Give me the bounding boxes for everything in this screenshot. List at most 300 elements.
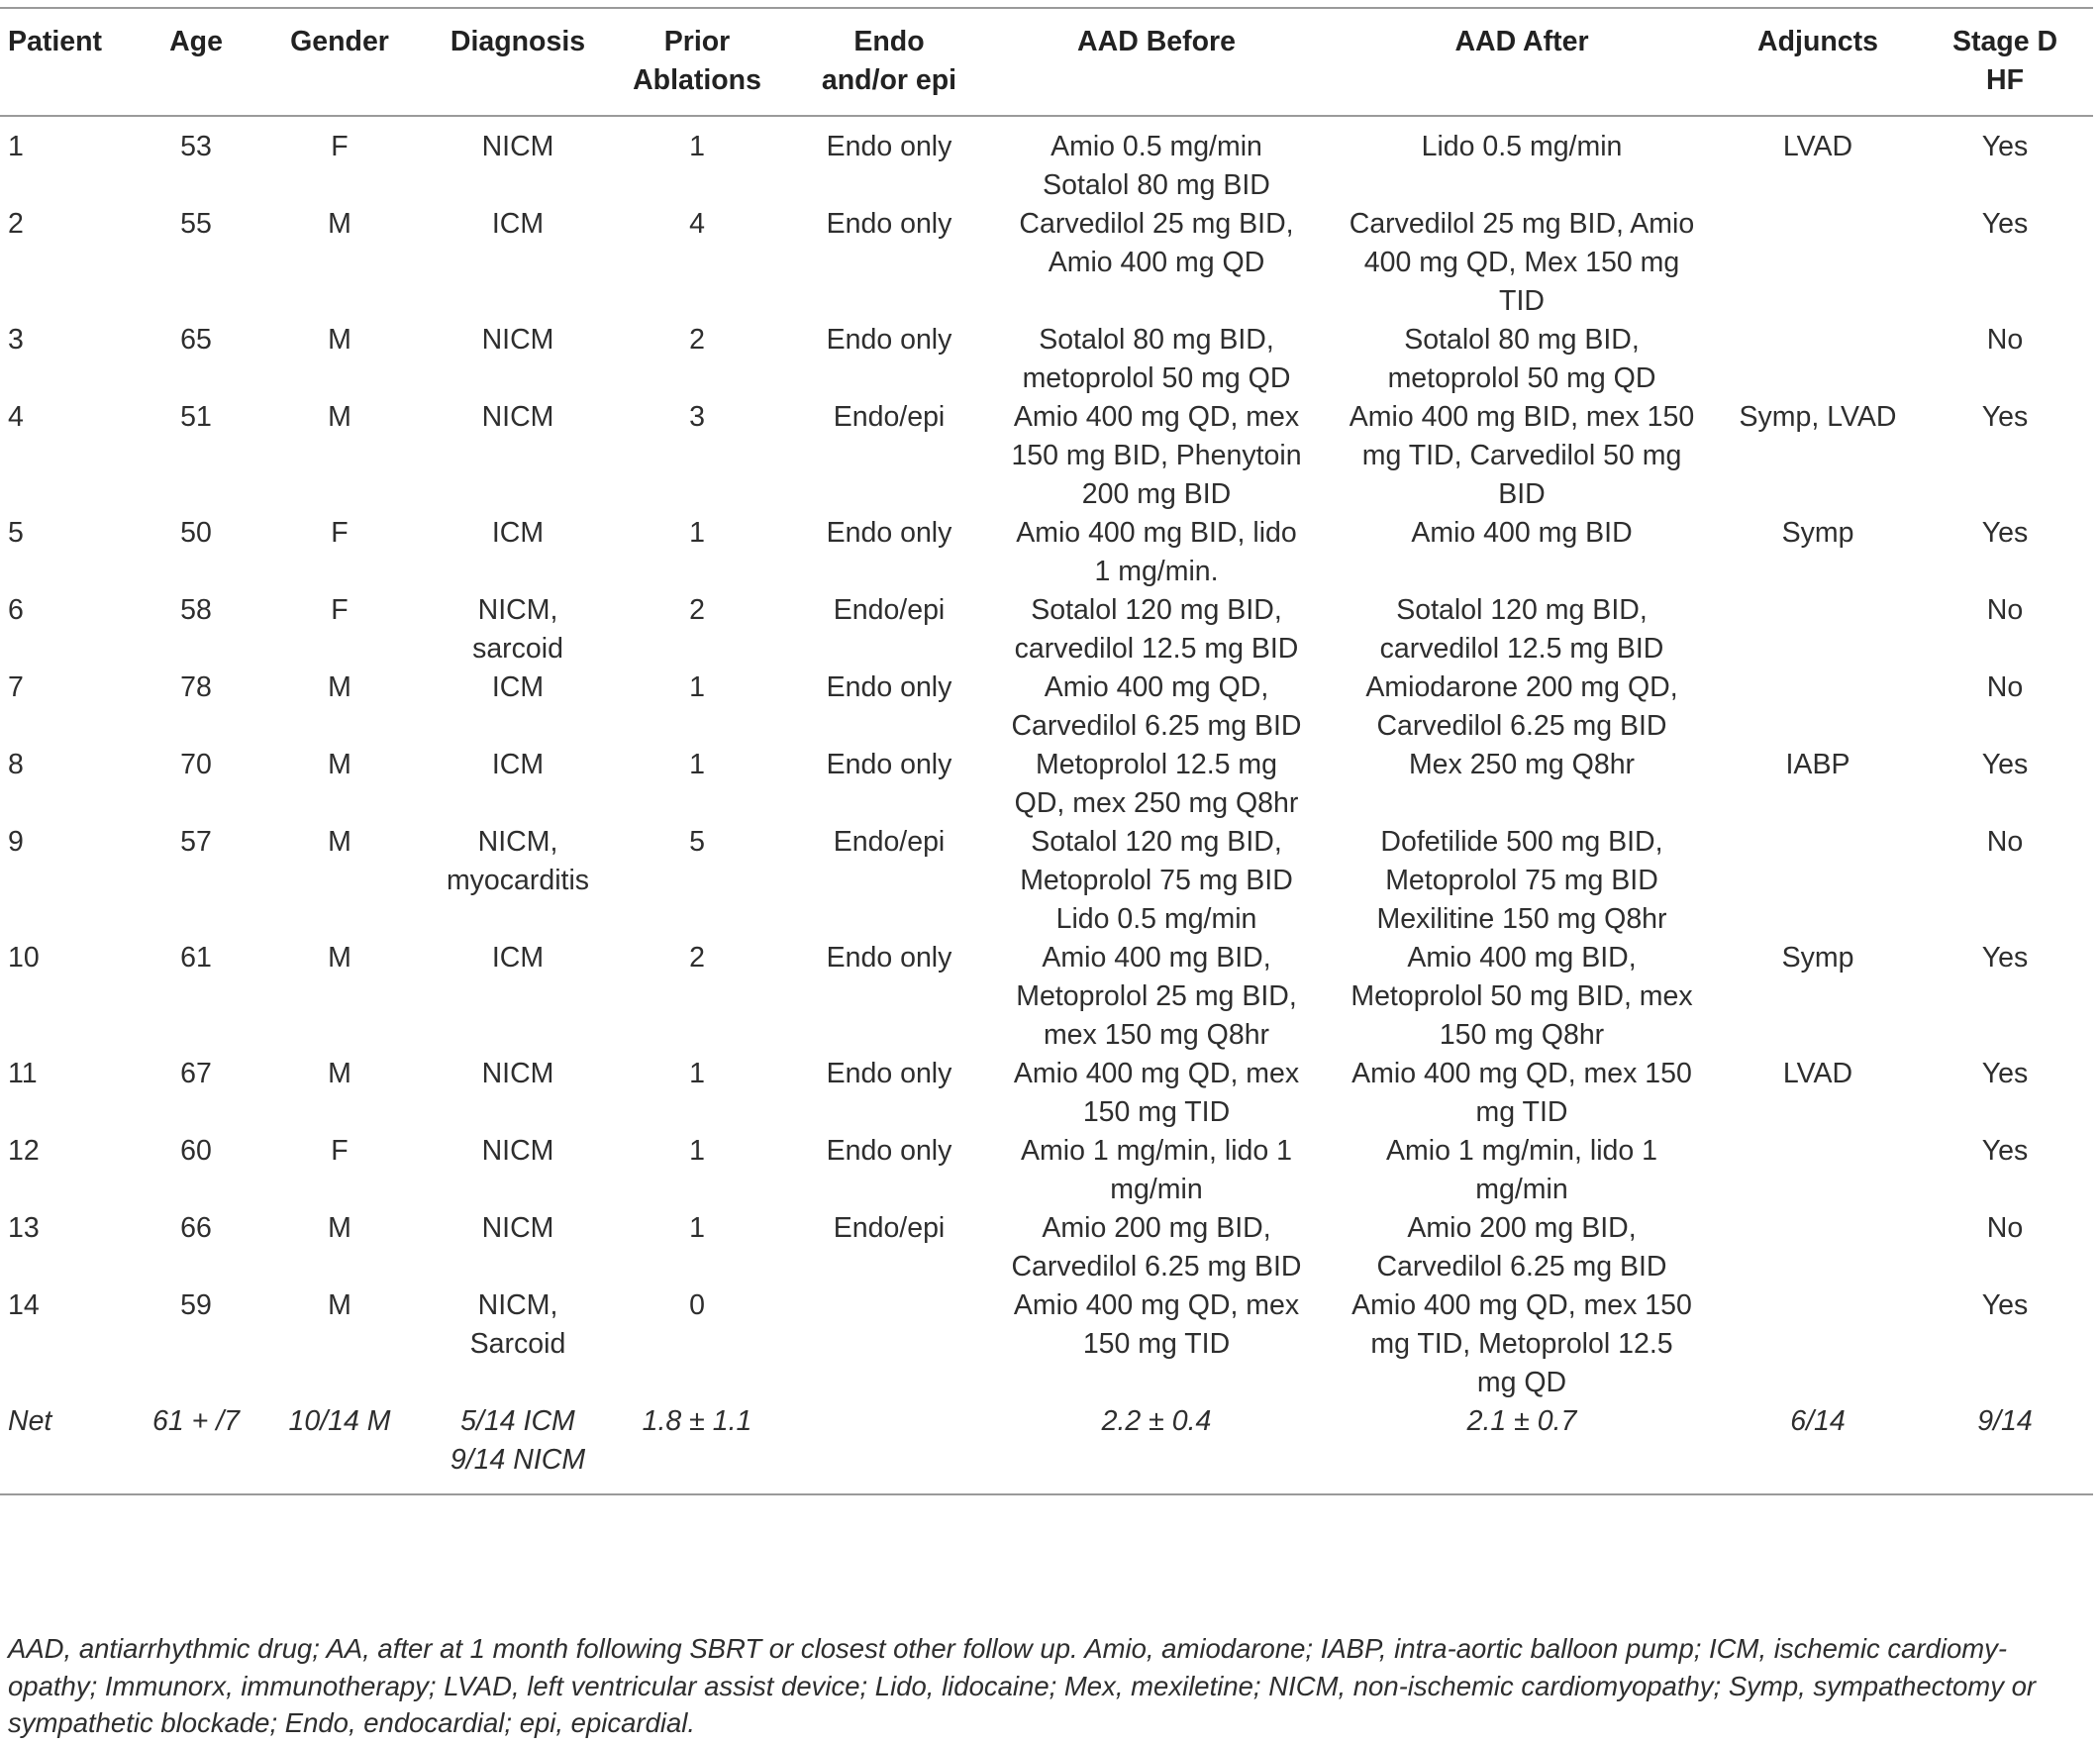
header-gender — [248, 8, 432, 116]
header-aad-after — [1325, 8, 1719, 116]
cell-text: Mex 250 mg Q8hr — [1408, 749, 1636, 780]
cell-text: M — [328, 942, 351, 974]
header-stage-d-hf — [1917, 8, 2093, 116]
cell-aad-after — [1325, 1286, 1719, 1402]
cell-text: 2 — [689, 942, 705, 974]
cell-text: No — [1986, 594, 2024, 626]
cell-text: 9 — [8, 826, 24, 858]
cell-prior-ablations — [604, 591, 790, 668]
cell-aad-before — [988, 746, 1325, 823]
cell-text: Amio 0.5 mg/min — [1050, 131, 1262, 162]
cell-text: Amio 200 mg BID, — [1042, 1212, 1271, 1244]
cell-text: 5 — [689, 826, 705, 858]
cell-text: 5 — [8, 517, 24, 549]
cell-text: Amio 400 mg BID, mex 150 — [1349, 401, 1695, 433]
cell-text: F — [331, 131, 349, 162]
cell-stage-d-hf — [1917, 1132, 2093, 1209]
cell-text: Lido 0.5 mg/min — [1421, 131, 1623, 162]
cell-patient — [0, 746, 145, 823]
cell-text: Endo only — [826, 942, 952, 974]
cell-age — [145, 205, 248, 321]
cell-endo-epi — [790, 668, 988, 746]
cell-text: Sotalol 80 mg BID, — [1404, 324, 1640, 356]
cell-text: Yes — [1981, 1058, 2029, 1089]
cell-text: 1.8 ± 1.1 — [642, 1405, 752, 1437]
cell-gender — [248, 1286, 432, 1402]
cell-age — [145, 1209, 248, 1286]
cell-diagnosis — [432, 1402, 604, 1494]
cell-text: Amio 400 mg QD — [1048, 247, 1265, 278]
cell-aad-before — [988, 1132, 1325, 1209]
cell-text: Endo only — [826, 517, 952, 549]
cell-adjuncts — [1719, 1209, 1917, 1286]
cell-text: Net — [8, 1405, 52, 1437]
cell-text: mg TID, Metoprolol 12.5 — [1370, 1328, 1673, 1360]
cell-adjuncts — [1719, 823, 1917, 939]
cell-text: LVAD — [1782, 131, 1853, 162]
cell-text: ICM — [491, 671, 545, 703]
cell-text: No — [1986, 826, 2024, 858]
cell-text: ICM — [491, 942, 545, 974]
cell-text: Yes — [1981, 942, 2029, 974]
header-row — [0, 8, 2093, 116]
table-row — [0, 746, 2093, 823]
header-patient — [0, 8, 145, 116]
cell-stage-d-hf — [1917, 1402, 2093, 1494]
cell-text: Amio 200 mg BID, — [1407, 1212, 1637, 1244]
cell-text: Amio 400 mg QD, mex 150 — [1351, 1058, 1692, 1089]
header-text: Gender — [290, 26, 389, 57]
cell-aad-after — [1325, 398, 1719, 514]
cell-prior-ablations — [604, 205, 790, 321]
cell-text: Yes — [1981, 1289, 2029, 1321]
table-row — [0, 514, 2093, 591]
cell-adjuncts — [1719, 116, 1917, 205]
cell-text: 0 — [689, 1289, 705, 1321]
cell-prior-ablations — [604, 939, 790, 1055]
cell-text: mg/min — [1475, 1174, 1568, 1205]
cell-adjuncts — [1719, 321, 1917, 398]
cell-aad-before — [988, 1055, 1325, 1132]
cell-text: 7 — [8, 671, 24, 703]
cell-text: 150 mg TID — [1082, 1096, 1231, 1128]
cell-aad-after — [1325, 1209, 1719, 1286]
cell-text: Yes — [1981, 1135, 2029, 1167]
cell-aad-before — [988, 668, 1325, 746]
cell-endo-epi — [790, 321, 988, 398]
cell-text: Yes — [1981, 749, 2029, 780]
cell-text: Sotalol 80 mg BID, — [1039, 324, 1274, 356]
cell-text: Endo/epi — [833, 401, 946, 433]
cell-patient — [0, 116, 145, 205]
cell-text: ICM — [491, 749, 545, 780]
cell-adjuncts — [1719, 668, 1917, 746]
cell-prior-ablations — [604, 321, 790, 398]
cell-text: Metoprolol 50 mg BID, mex — [1350, 980, 1693, 1012]
cell-stage-d-hf — [1917, 1286, 2093, 1402]
cell-diagnosis — [432, 1209, 604, 1286]
cell-text: 1 mg/min. — [1094, 556, 1219, 587]
cell-prior-ablations — [604, 1055, 790, 1132]
cell-text: Endo only — [826, 1135, 952, 1167]
cell-gender — [248, 591, 432, 668]
cell-text: 13 — [8, 1212, 40, 1244]
table-row — [0, 205, 2093, 321]
cell-text: Endo only — [826, 324, 952, 356]
table-row — [0, 668, 2093, 746]
cell-patient — [0, 939, 145, 1055]
cell-aad-after — [1325, 514, 1719, 591]
cell-text: Yes — [1981, 208, 2029, 240]
cell-text: Yes — [1981, 131, 2029, 162]
cell-text: NICM, — [477, 826, 558, 858]
cell-text: 1 — [689, 517, 705, 549]
cell-text: mg TID — [1475, 1096, 1568, 1128]
cell-text: Amio 400 mg BID, — [1042, 942, 1271, 974]
cell-age — [145, 1402, 248, 1494]
cell-prior-ablations — [604, 1402, 790, 1494]
cell-text: NICM, — [477, 594, 558, 626]
cell-gender — [248, 1055, 432, 1132]
cell-patient — [0, 1055, 145, 1132]
cell-aad-after — [1325, 939, 1719, 1055]
header-text: Ablations — [633, 64, 761, 96]
cell-text: M — [328, 1289, 351, 1321]
cell-aad-after — [1325, 1055, 1719, 1132]
cell-text: mg/min — [1110, 1174, 1203, 1205]
cell-text: Metoprolol 25 mg BID, — [1016, 980, 1297, 1012]
cell-patient — [0, 1402, 145, 1494]
cell-aad-before — [988, 116, 1325, 205]
cell-text: Symp, LVAD — [1739, 401, 1897, 433]
patient-table — [0, 7, 2093, 1495]
cell-aad-before — [988, 205, 1325, 321]
cell-endo-epi — [790, 116, 988, 205]
cell-patient — [0, 591, 145, 668]
cell-patient — [0, 398, 145, 514]
cell-aad-after — [1325, 1132, 1719, 1209]
cell-text: ICM — [491, 517, 545, 549]
cell-text: Yes — [1981, 517, 2029, 549]
cell-gender — [248, 1132, 432, 1209]
cell-text: 10/14 M — [288, 1405, 391, 1437]
cell-text: F — [331, 517, 349, 549]
cell-text: NICM — [481, 1212, 554, 1244]
header-age — [145, 8, 248, 116]
cell-adjuncts — [1719, 939, 1917, 1055]
cell-text: Amiodarone 200 mg QD, — [1365, 671, 1678, 703]
cell-adjuncts — [1719, 398, 1917, 514]
cell-gender — [248, 514, 432, 591]
cell-diagnosis — [432, 1055, 604, 1132]
table-row — [0, 398, 2093, 514]
footnote-line: opathy; Immunorx, immunotherapy; LVAD, left ventricular assist device; Lido, lidocaine; Mex, mexiletine; NICM, non-ischemic cardiomyopathy; Symp, sympathectomy or — [8, 1670, 2037, 1701]
cell-text: M — [328, 826, 351, 858]
cell-stage-d-hf — [1917, 1055, 2093, 1132]
cell-age — [145, 1055, 248, 1132]
cell-patient — [0, 668, 145, 746]
cell-patient — [0, 514, 145, 591]
cell-text: Amio 400 mg BID, lido — [1016, 517, 1297, 549]
cell-prior-ablations — [604, 668, 790, 746]
header-text: Adjuncts — [1757, 26, 1878, 57]
cell-prior-ablations — [604, 823, 790, 939]
cell-diagnosis — [432, 668, 604, 746]
cell-text: BID — [1498, 478, 1546, 510]
cell-gender — [248, 321, 432, 398]
cell-text: 150 mg TID — [1082, 1328, 1231, 1360]
cell-text: NICM — [481, 1058, 554, 1089]
cell-text: 11 — [8, 1058, 38, 1089]
cell-text: Amio 400 mg QD, mex — [1013, 1058, 1300, 1089]
cell-stage-d-hf — [1917, 205, 2093, 321]
cell-text: NICM — [481, 131, 554, 162]
cell-stage-d-hf — [1917, 939, 2093, 1055]
cell-text: Lido 0.5 mg/min — [1055, 903, 1257, 935]
cell-text: 57 — [180, 826, 212, 858]
header-text: HF — [1986, 64, 2024, 96]
header-text: and/or epi — [821, 64, 957, 96]
cell-text: Endo only — [826, 131, 952, 162]
cell-aad-after — [1325, 668, 1719, 746]
cell-text: TID — [1499, 285, 1545, 317]
cell-diagnosis — [432, 939, 604, 1055]
cell-text: 1 — [689, 671, 705, 703]
cell-text: Carvedilol 6.25 mg BID — [1011, 1251, 1302, 1283]
cell-text: M — [328, 1058, 351, 1089]
cell-text: Metoprolol 75 mg BID — [1020, 865, 1293, 896]
cell-text: Yes — [1981, 401, 2029, 433]
header-text: Patient — [8, 26, 103, 57]
cell-text: Endo only — [826, 749, 952, 780]
cell-endo-epi — [790, 823, 988, 939]
cell-age — [145, 398, 248, 514]
cell-text: 12 — [8, 1135, 40, 1167]
cell-adjuncts — [1719, 205, 1917, 321]
cell-text: 8 — [8, 749, 24, 780]
cell-age — [145, 591, 248, 668]
cell-text: carvedilol 12.5 mg BID — [1014, 633, 1299, 665]
cell-text: Amio 400 mg QD, mex — [1013, 1289, 1300, 1321]
cell-age — [145, 823, 248, 939]
cell-text: 4 — [689, 208, 705, 240]
cell-text: M — [328, 671, 351, 703]
cell-text: 1 — [8, 131, 24, 162]
cell-gender — [248, 668, 432, 746]
cell-age — [145, 1132, 248, 1209]
cell-text: 4 — [8, 401, 24, 433]
cell-endo-epi — [790, 591, 988, 668]
cell-diagnosis — [432, 398, 604, 514]
cell-text: 59 — [180, 1289, 212, 1321]
cell-prior-ablations — [604, 514, 790, 591]
cell-text: NICM — [481, 1135, 554, 1167]
cell-stage-d-hf — [1917, 1209, 2093, 1286]
cell-text: 5/14 ICM — [460, 1405, 575, 1437]
cell-prior-ablations — [604, 1286, 790, 1402]
cell-text: mg TID, Carvedilol 50 mg — [1361, 440, 1682, 471]
cell-endo-epi — [790, 1132, 988, 1209]
cell-diagnosis — [432, 1286, 604, 1402]
cell-aad-before — [988, 939, 1325, 1055]
cell-endo-epi — [790, 939, 988, 1055]
cell-prior-ablations — [604, 1132, 790, 1209]
header-text: Endo — [853, 26, 925, 57]
cell-text: M — [328, 401, 351, 433]
cell-text: ICM — [491, 208, 545, 240]
cell-patient — [0, 1286, 145, 1402]
cell-text: M — [328, 1212, 351, 1244]
cell-gender — [248, 1209, 432, 1286]
cell-aad-after — [1325, 591, 1719, 668]
cell-aad-before — [988, 591, 1325, 668]
cell-endo-epi — [790, 514, 988, 591]
cell-text: NICM — [481, 324, 554, 356]
cell-aad-before — [988, 1286, 1325, 1402]
cell-text: Carvedilol 25 mg BID, Amio — [1349, 208, 1695, 240]
cell-adjuncts — [1719, 746, 1917, 823]
cell-stage-d-hf — [1917, 116, 2093, 205]
cell-aad-before — [988, 1209, 1325, 1286]
cell-diagnosis — [432, 514, 604, 591]
header-diagnosis — [432, 8, 604, 116]
cell-text: mex 150 mg Q8hr — [1043, 1019, 1270, 1051]
cell-text: Amio 400 mg QD, mex — [1013, 401, 1300, 433]
cell-text: Dofetilide 500 mg BID, — [1380, 826, 1663, 858]
cell-endo-epi — [790, 205, 988, 321]
cell-text: Amio 400 mg BID, — [1407, 942, 1637, 974]
cell-text: NICM — [481, 401, 554, 433]
cell-text: 2 — [689, 324, 705, 356]
cell-patient — [0, 321, 145, 398]
cell-patient — [0, 205, 145, 321]
cell-text: 1 — [689, 1135, 705, 1167]
cell-endo-epi — [790, 1209, 988, 1286]
cell-text: Amio 400 mg BID — [1411, 517, 1633, 549]
table-row — [0, 1055, 2093, 1132]
cell-text: Endo only — [826, 1058, 952, 1089]
cell-prior-ablations — [604, 746, 790, 823]
cell-adjuncts — [1719, 1402, 1917, 1494]
cell-age — [145, 1286, 248, 1402]
cell-text: 3 — [689, 401, 705, 433]
cell-gender — [248, 116, 432, 205]
cell-text: NICM, — [477, 1289, 558, 1321]
cell-diagnosis — [432, 823, 604, 939]
header-prior-ablations — [604, 8, 790, 116]
cell-age — [145, 321, 248, 398]
cell-prior-ablations — [604, 1209, 790, 1286]
cell-age — [145, 668, 248, 746]
cell-text: 61 + /7 — [152, 1405, 240, 1437]
cell-text: myocarditis — [446, 865, 590, 896]
cell-aad-after — [1325, 746, 1719, 823]
cell-diagnosis — [432, 591, 604, 668]
cell-aad-before — [988, 398, 1325, 514]
cell-text: 150 mg BID, Phenytoin — [1011, 440, 1302, 471]
cell-text: 1 — [689, 749, 705, 780]
header-adjuncts — [1719, 8, 1917, 116]
cell-gender — [248, 398, 432, 514]
cell-text: 1 — [689, 1212, 705, 1244]
table-row — [0, 321, 2093, 398]
cell-endo-epi — [790, 746, 988, 823]
table-row — [0, 1209, 2093, 1286]
cell-text: Sotalol 120 mg BID, — [1031, 594, 1282, 626]
cell-text: Endo only — [826, 671, 952, 703]
cell-text: Symp — [1781, 942, 1854, 974]
cell-adjuncts — [1719, 1286, 1917, 1402]
cell-text: Amio 400 mg QD, mex 150 — [1351, 1289, 1692, 1321]
cell-text: Carvedilol 6.25 mg BID — [1011, 710, 1302, 742]
cell-text: No — [1986, 1212, 2024, 1244]
cell-aad-before — [988, 321, 1325, 398]
cell-age — [145, 514, 248, 591]
cell-text: Metoprolol 75 mg BID — [1385, 865, 1658, 896]
cell-text: QD, mex 250 mg Q8hr — [1014, 787, 1299, 819]
cell-text: Metoprolol 12.5 mg — [1036, 749, 1277, 780]
cell-text: 10 — [8, 942, 40, 974]
cell-text: 2.2 ± 0.4 — [1101, 1405, 1212, 1437]
cell-text: Amio 400 mg QD, — [1044, 671, 1269, 703]
cell-gender — [248, 939, 432, 1055]
cell-text: Endo/epi — [833, 594, 946, 626]
net-row — [0, 1402, 2093, 1494]
cell-adjuncts — [1719, 1055, 1917, 1132]
cell-diagnosis — [432, 116, 604, 205]
cell-stage-d-hf — [1917, 746, 2093, 823]
cell-text: Mexilitine 150 mg Q8hr — [1376, 903, 1667, 935]
cell-text: sarcoid — [472, 633, 563, 665]
table-body — [0, 116, 2093, 1494]
cell-text: 3 — [8, 324, 24, 356]
cell-stage-d-hf — [1917, 514, 2093, 591]
cell-text: 66 — [180, 1212, 212, 1244]
cell-text: No — [1986, 671, 2024, 703]
cell-text: 6 — [8, 594, 24, 626]
cell-text: F — [331, 594, 349, 626]
cell-text: M — [328, 208, 351, 240]
cell-text: Amio 1 mg/min, lido 1 — [1385, 1135, 1658, 1167]
cell-endo-epi — [790, 398, 988, 514]
cell-text: Amio 1 mg/min, lido 1 — [1020, 1135, 1293, 1167]
cell-text: metoprolol 50 mg QD — [1387, 362, 1656, 394]
cell-text: 2 — [689, 594, 705, 626]
cell-patient — [0, 1209, 145, 1286]
cell-text: Sarcoid — [469, 1328, 566, 1360]
cell-text: 9/14 — [1977, 1405, 2033, 1437]
footnote-line: AAD, antiarrhythmic drug; AA, after at 1 month following SBRT or closest other follow up. Amio, amiodarone; IABP, intra-aortic balloon pump; ICM, ischemic cardiomy- — [8, 1633, 2008, 1664]
cell-stage-d-hf — [1917, 321, 2093, 398]
cell-diagnosis — [432, 746, 604, 823]
cell-text: Sotalol 120 mg BID, — [1031, 826, 1282, 858]
cell-text: mg QD — [1476, 1367, 1567, 1398]
cell-adjuncts — [1719, 514, 1917, 591]
cell-aad-after — [1325, 823, 1719, 939]
cell-text: 9/14 NICM — [450, 1444, 586, 1476]
cell-text: metoprolol 50 mg QD — [1022, 362, 1291, 394]
cell-stage-d-hf — [1917, 591, 2093, 668]
cell-stage-d-hf — [1917, 398, 2093, 514]
cell-text: 50 — [180, 517, 212, 549]
table-row — [0, 1286, 2093, 1402]
cell-gender — [248, 746, 432, 823]
cell-text: 51 — [180, 401, 212, 433]
cell-text: 60 — [180, 1135, 212, 1167]
table-row — [0, 823, 2093, 939]
cell-gender — [248, 1402, 432, 1494]
cell-stage-d-hf — [1917, 668, 2093, 746]
